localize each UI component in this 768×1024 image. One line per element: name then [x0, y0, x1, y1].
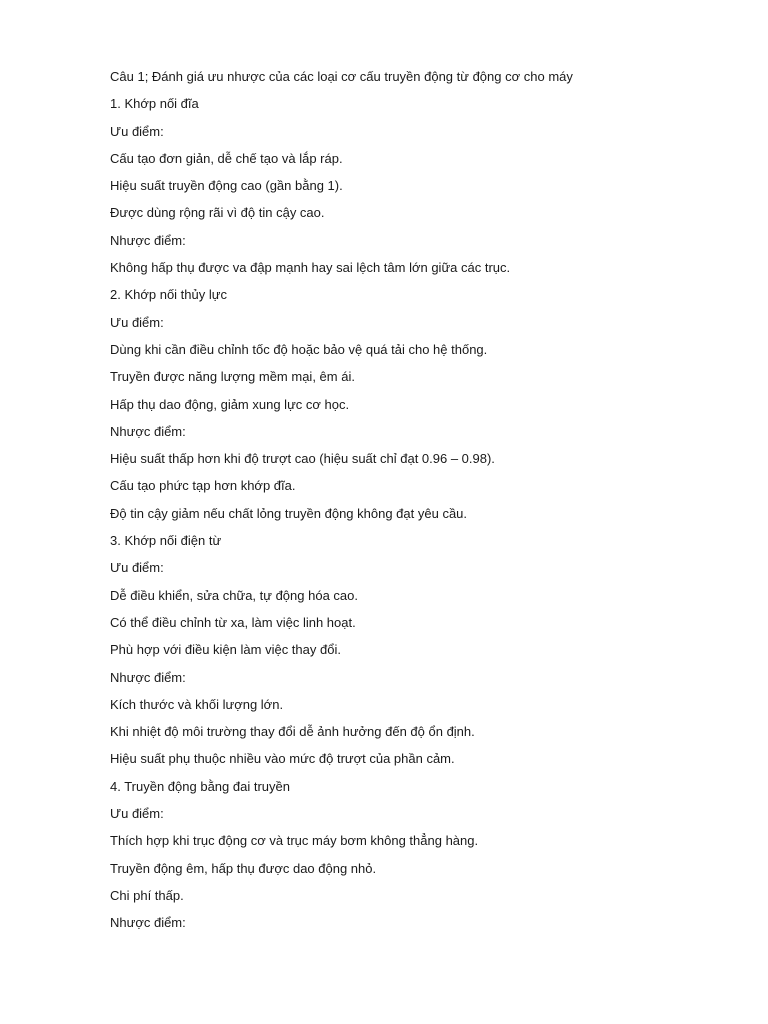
text-line: Chi phí thấp. [110, 887, 184, 903]
disadvantages-label: Nhược điểm: [110, 669, 186, 685]
section-heading: 1. Khớp nối đĩa [110, 96, 199, 112]
question-title: Câu 1; Đánh giá ưu nhược của các loại cơ cấu truyền động từ động cơ cho máy [110, 69, 573, 84]
text-line: Cấu tạo phức tạp hơn khớp đĩa. [110, 478, 296, 494]
text-line: Độ tin cậy giảm nếu chất lỏng truyền động không đạt yêu cầu. [110, 505, 468, 521]
disadvantages-label: Nhược điểm: [110, 915, 186, 931]
text-line: Có thể điều chỉnh từ xa, làm việc linh hoạt. [110, 614, 356, 630]
text-line: Truyền được năng lượng mềm mại, êm ái. [110, 369, 355, 385]
text-line: Kích thước và khối lượng lớn. [110, 696, 284, 712]
text-line: Hiệu suất phụ thuộc nhiều vào mức độ trượt của phần cảm. [110, 751, 455, 767]
text-line: Thích hợp khi trục động cơ và trục máy bơm không thẳng hàng. [110, 833, 479, 849]
text-line: Truyền động êm, hấp thụ được dao động nhỏ. [110, 860, 377, 876]
section-heading: 4. Truyền động bằng đai truyền [110, 778, 290, 794]
text-line: Hiệu suất truyền động cao (gần bằng 1). [110, 178, 343, 194]
document-text [110, 68, 730, 942]
advantages-label: Ưu điểm: [110, 123, 164, 139]
text-line: Hiệu suất thấp hơn khi độ trượt cao (hiệu suất chỉ đạt 0.96 – 0.98). [110, 451, 495, 467]
text-line: Dùng khi cần điều chỉnh tốc độ hoặc bảo vệ quá tải cho hệ thống. [110, 341, 488, 357]
text-line: Được dùng rộng rãi vì độ tin cậy cao. [110, 205, 325, 221]
disadvantages-label: Nhược điểm: [110, 232, 186, 248]
text-line: Không hấp thụ được va đập mạnh hay sai lệch tâm lớn giữa các trục. [110, 260, 511, 276]
disadvantages-label: Nhược điểm: [110, 423, 186, 439]
text-line: Cấu tạo đơn giản, dễ chế tạo và lắp ráp. [110, 150, 343, 166]
text-line: Hấp thụ dao động, giảm xung lực cơ học. [110, 396, 350, 412]
advantages-label: Ưu điểm: [110, 314, 164, 330]
text-line: Dễ điều khiển, sửa chữa, tự động hóa cao. [110, 587, 358, 603]
section-heading: 2. Khớp nối thủy lực [110, 287, 227, 303]
advantages-label: Ưu điểm: [110, 806, 164, 822]
text-line: Phù hợp với điều kiện làm việc thay đổi. [110, 642, 341, 658]
section-heading: 3. Khớp nối điện từ [110, 533, 222, 549]
text-line: Khi nhiệt độ môi trường thay đổi dễ ảnh hưởng đến độ ổn định. [110, 724, 475, 740]
advantages-label: Ưu điểm: [110, 560, 164, 576]
